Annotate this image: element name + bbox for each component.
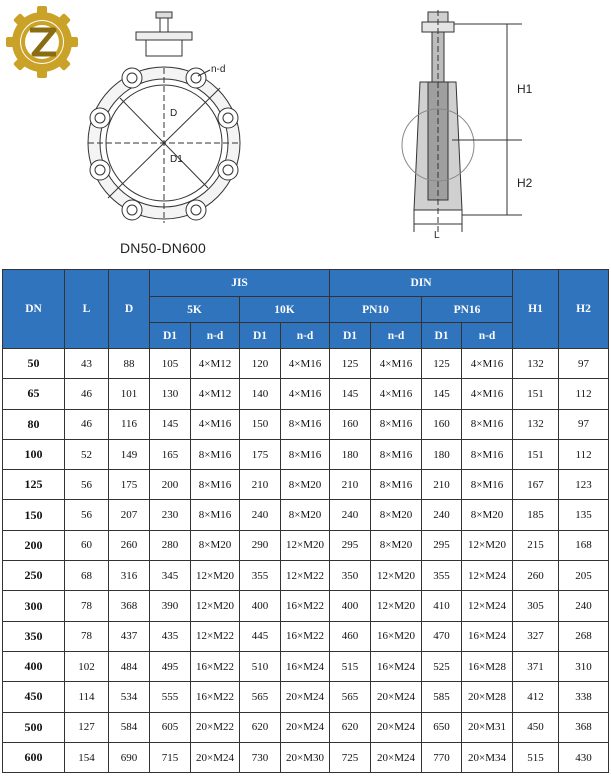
cell: 650 <box>422 712 462 742</box>
cell: 175 <box>109 470 150 500</box>
cell: 12×M22 <box>281 561 330 591</box>
sub-header-5k: 5K <box>150 297 240 323</box>
cell: 268 <box>559 621 609 651</box>
cell: 8×M20 <box>462 500 513 530</box>
cell: 290 <box>240 530 281 560</box>
cell: 12×M24 <box>462 591 513 621</box>
col-header-h1: H1 <box>513 270 559 349</box>
cell: 390 <box>150 591 191 621</box>
table-row <box>3 621 609 651</box>
cell: 484 <box>109 651 150 681</box>
cell: 165 <box>150 439 191 469</box>
cell: 368 <box>109 591 150 621</box>
cell: 8×M16 <box>191 500 240 530</box>
col-header-pn16-d1: D1 <box>422 323 462 349</box>
cell: 730 <box>240 742 281 772</box>
col-header-pn10-nd: n-d <box>371 323 422 349</box>
cell: 510 <box>240 651 281 681</box>
cell: 240 <box>559 591 609 621</box>
cell: 150 <box>240 409 281 439</box>
cell: 230 <box>150 500 191 530</box>
technical-drawing-area <box>0 0 611 268</box>
cell: 605 <box>150 712 191 742</box>
cell: 46 <box>65 409 109 439</box>
cell: 140 <box>240 379 281 409</box>
cell: 240 <box>240 500 281 530</box>
cell: 16×M22 <box>191 651 240 681</box>
cell: 101 <box>109 379 150 409</box>
cell: 20×M24 <box>281 682 330 712</box>
cell: 88 <box>109 349 150 379</box>
cell: 102 <box>65 651 109 681</box>
col-header-10k-nd: n-d <box>281 323 330 349</box>
cell: 4×M16 <box>281 379 330 409</box>
cell: 260 <box>513 561 559 591</box>
cell: 435 <box>150 621 191 651</box>
cell: 16×M20 <box>371 621 422 651</box>
cell: 168 <box>559 530 609 560</box>
cell: 565 <box>240 682 281 712</box>
group-header-jis: JIS <box>150 270 330 297</box>
cell-dn: 150 <box>3 500 65 530</box>
cell: 16×M24 <box>281 651 330 681</box>
cell: 515 <box>513 742 559 772</box>
cell-dn: 450 <box>3 682 65 712</box>
cell: 130 <box>150 379 191 409</box>
cell: 355 <box>422 561 462 591</box>
cell: 295 <box>422 530 462 560</box>
cell: 8×M20 <box>191 530 240 560</box>
cell: 46 <box>65 379 109 409</box>
cell: 305 <box>513 591 559 621</box>
cell: 120 <box>240 349 281 379</box>
cell-dn: 200 <box>3 530 65 560</box>
cell-dn: 100 <box>3 439 65 469</box>
cell: 565 <box>330 682 371 712</box>
cell: 20×M24 <box>281 712 330 742</box>
cell: 16×M22 <box>281 591 330 621</box>
cell: 16×M22 <box>191 682 240 712</box>
cell: 12×M20 <box>191 591 240 621</box>
inner-diameter-label: D <box>170 108 178 119</box>
cell: 20×M34 <box>462 742 513 772</box>
table-row <box>3 409 609 439</box>
cell: 145 <box>330 379 371 409</box>
cell: 412 <box>513 682 559 712</box>
cell-dn: 50 <box>3 349 65 379</box>
cell: 125 <box>422 349 462 379</box>
table-row <box>3 530 609 560</box>
cell: 345 <box>150 561 191 591</box>
cell: 690 <box>109 742 150 772</box>
table-row <box>3 439 609 469</box>
cell: 4×M12 <box>191 379 240 409</box>
cell: 160 <box>422 409 462 439</box>
cell: 151 <box>513 379 559 409</box>
cell: 430 <box>559 742 609 772</box>
col-header-d: D <box>109 270 150 349</box>
cell: 132 <box>513 349 559 379</box>
cell: 16×M24 <box>371 651 422 681</box>
cell: 12×M20 <box>371 561 422 591</box>
cell: 8×M16 <box>462 409 513 439</box>
cell: 620 <box>330 712 371 742</box>
sub-header-pn10: PN10 <box>330 297 422 323</box>
cell: 525 <box>422 651 462 681</box>
cell: 4×M16 <box>371 349 422 379</box>
cell: 145 <box>150 409 191 439</box>
cell: 450 <box>513 712 559 742</box>
cell: 8×M16 <box>371 470 422 500</box>
cell: 8×M16 <box>371 409 422 439</box>
col-header-pn16-nd: n-d <box>462 323 513 349</box>
cell-dn: 250 <box>3 561 65 591</box>
cell: 207 <box>109 500 150 530</box>
cell: 295 <box>330 530 371 560</box>
cell: 114 <box>65 682 109 712</box>
cell: 437 <box>109 621 150 651</box>
cell: 495 <box>150 651 191 681</box>
cell: 123 <box>559 470 609 500</box>
cell: 175 <box>240 439 281 469</box>
size-range-caption: DN50-DN600 <box>120 240 207 256</box>
cell-dn: 350 <box>3 621 65 651</box>
cell: 400 <box>330 591 371 621</box>
cell: 620 <box>240 712 281 742</box>
table-row <box>3 349 609 379</box>
cell: 12×M22 <box>191 621 240 651</box>
cell: 4×M12 <box>191 349 240 379</box>
cell: 20×M28 <box>462 682 513 712</box>
col-header-l: L <box>65 270 109 349</box>
cell: 400 <box>240 591 281 621</box>
cell: 8×M16 <box>462 439 513 469</box>
cell: 260 <box>109 530 150 560</box>
table-row <box>3 712 609 742</box>
cell: 151 <box>513 439 559 469</box>
cell: 16×M28 <box>462 651 513 681</box>
valve-side-view <box>392 10 552 242</box>
cell: 20×M30 <box>281 742 330 772</box>
cell: 4×M16 <box>191 409 240 439</box>
cell: 240 <box>330 500 371 530</box>
cell: 4×M16 <box>462 349 513 379</box>
cell: 20×M24 <box>371 742 422 772</box>
cell: 160 <box>330 409 371 439</box>
cell: 16×M22 <box>281 621 330 651</box>
cell: 112 <box>559 439 609 469</box>
cell: 240 <box>422 500 462 530</box>
table-row <box>3 379 609 409</box>
cell: 445 <box>240 621 281 651</box>
cell: 355 <box>240 561 281 591</box>
cell: 20×M31 <box>462 712 513 742</box>
cell: 585 <box>422 682 462 712</box>
specification-table <box>2 269 609 773</box>
col-header-5k-d1: D1 <box>150 323 191 349</box>
cell: 8×M20 <box>371 530 422 560</box>
cell-dn: 400 <box>3 651 65 681</box>
width-dimension-label: L <box>434 230 440 241</box>
cell: 368 <box>559 712 609 742</box>
col-header-5k-nd: n-d <box>191 323 240 349</box>
cell: 125 <box>330 349 371 379</box>
cell: 185 <box>513 500 559 530</box>
cell: 180 <box>422 439 462 469</box>
cell: 4×M16 <box>462 379 513 409</box>
h2-dimension-label: H2 <box>517 176 533 190</box>
cell: 210 <box>240 470 281 500</box>
cell: 8×M16 <box>191 439 240 469</box>
cell: 4×M16 <box>371 379 422 409</box>
cell: 167 <box>513 470 559 500</box>
cell: 327 <box>513 621 559 651</box>
cell: 8×M16 <box>281 409 330 439</box>
cell: 105 <box>150 349 191 379</box>
cell: 12×M20 <box>371 591 422 621</box>
cell: 97 <box>559 349 609 379</box>
col-header-pn10-d1: D1 <box>330 323 371 349</box>
cell-dn: 600 <box>3 742 65 772</box>
table-row <box>3 742 609 772</box>
cell: 555 <box>150 682 191 712</box>
cell: 20×M24 <box>371 712 422 742</box>
cell: 8×M20 <box>281 500 330 530</box>
cell: 145 <box>422 379 462 409</box>
cell: 350 <box>330 561 371 591</box>
table-row <box>3 470 609 500</box>
cell: 8×M16 <box>191 470 240 500</box>
cell: 60 <box>65 530 109 560</box>
cell: 127 <box>65 712 109 742</box>
col-header-10k-d1: D1 <box>240 323 281 349</box>
cell: 52 <box>65 439 109 469</box>
cell: 210 <box>422 470 462 500</box>
cell: 8×M16 <box>281 439 330 469</box>
cell: 97 <box>559 409 609 439</box>
cell: 316 <box>109 561 150 591</box>
cell: 116 <box>109 409 150 439</box>
table-row <box>3 682 609 712</box>
table-row <box>3 561 609 591</box>
cell: 20×M24 <box>191 742 240 772</box>
cell-dn: 80 <box>3 409 65 439</box>
table-row <box>3 651 609 681</box>
cell: 149 <box>109 439 150 469</box>
cell-dn: 65 <box>3 379 65 409</box>
cell: 78 <box>65 591 109 621</box>
cell: 371 <box>513 651 559 681</box>
cell: 8×M16 <box>371 439 422 469</box>
cell: 4×M16 <box>281 349 330 379</box>
cell: 20×M22 <box>191 712 240 742</box>
cell: 460 <box>330 621 371 651</box>
cell: 135 <box>559 500 609 530</box>
group-header-din: DIN <box>330 270 513 297</box>
cell-dn: 300 <box>3 591 65 621</box>
sub-header-pn16: PN16 <box>422 297 513 323</box>
cell: 16×M24 <box>462 621 513 651</box>
pitch-diameter-label: D1 <box>170 154 183 165</box>
cell: 68 <box>65 561 109 591</box>
cell: 200 <box>150 470 191 500</box>
cell: 310 <box>559 651 609 681</box>
cell: 215 <box>513 530 559 560</box>
cell: 584 <box>109 712 150 742</box>
company-logo <box>4 4 80 80</box>
table-row <box>3 591 609 621</box>
col-header-h2: H2 <box>559 270 609 349</box>
cell: 210 <box>330 470 371 500</box>
cell: 410 <box>422 591 462 621</box>
cell: 534 <box>109 682 150 712</box>
cell: 12×M24 <box>462 561 513 591</box>
cell: 12×M20 <box>462 530 513 560</box>
cell: 515 <box>330 651 371 681</box>
bolt-label: n-d <box>211 64 226 75</box>
cell: 180 <box>330 439 371 469</box>
table-row <box>3 500 609 530</box>
cell: 470 <box>422 621 462 651</box>
cell: 154 <box>65 742 109 772</box>
cell: 725 <box>330 742 371 772</box>
cell: 280 <box>150 530 191 560</box>
cell: 8×M20 <box>371 500 422 530</box>
cell: 132 <box>513 409 559 439</box>
cell: 43 <box>65 349 109 379</box>
cell: 205 <box>559 561 609 591</box>
cell-dn: 500 <box>3 712 65 742</box>
table-body <box>3 349 609 773</box>
cell: 12×M20 <box>191 561 240 591</box>
col-header-dn: DN <box>3 270 65 349</box>
cell: 56 <box>65 500 109 530</box>
valve-front-view <box>80 8 260 236</box>
cell: 715 <box>150 742 191 772</box>
cell: 78 <box>65 621 109 651</box>
cell: 56 <box>65 470 109 500</box>
h1-dimension-label: H1 <box>517 82 533 96</box>
cell: 20×M24 <box>371 682 422 712</box>
cell-dn: 125 <box>3 470 65 500</box>
cell: 770 <box>422 742 462 772</box>
sub-header-10k: 10K <box>240 297 330 323</box>
cell: 338 <box>559 682 609 712</box>
cell: 112 <box>559 379 609 409</box>
cell: 12×M20 <box>281 530 330 560</box>
cell: 8×M16 <box>462 470 513 500</box>
cell: 8×M20 <box>281 470 330 500</box>
